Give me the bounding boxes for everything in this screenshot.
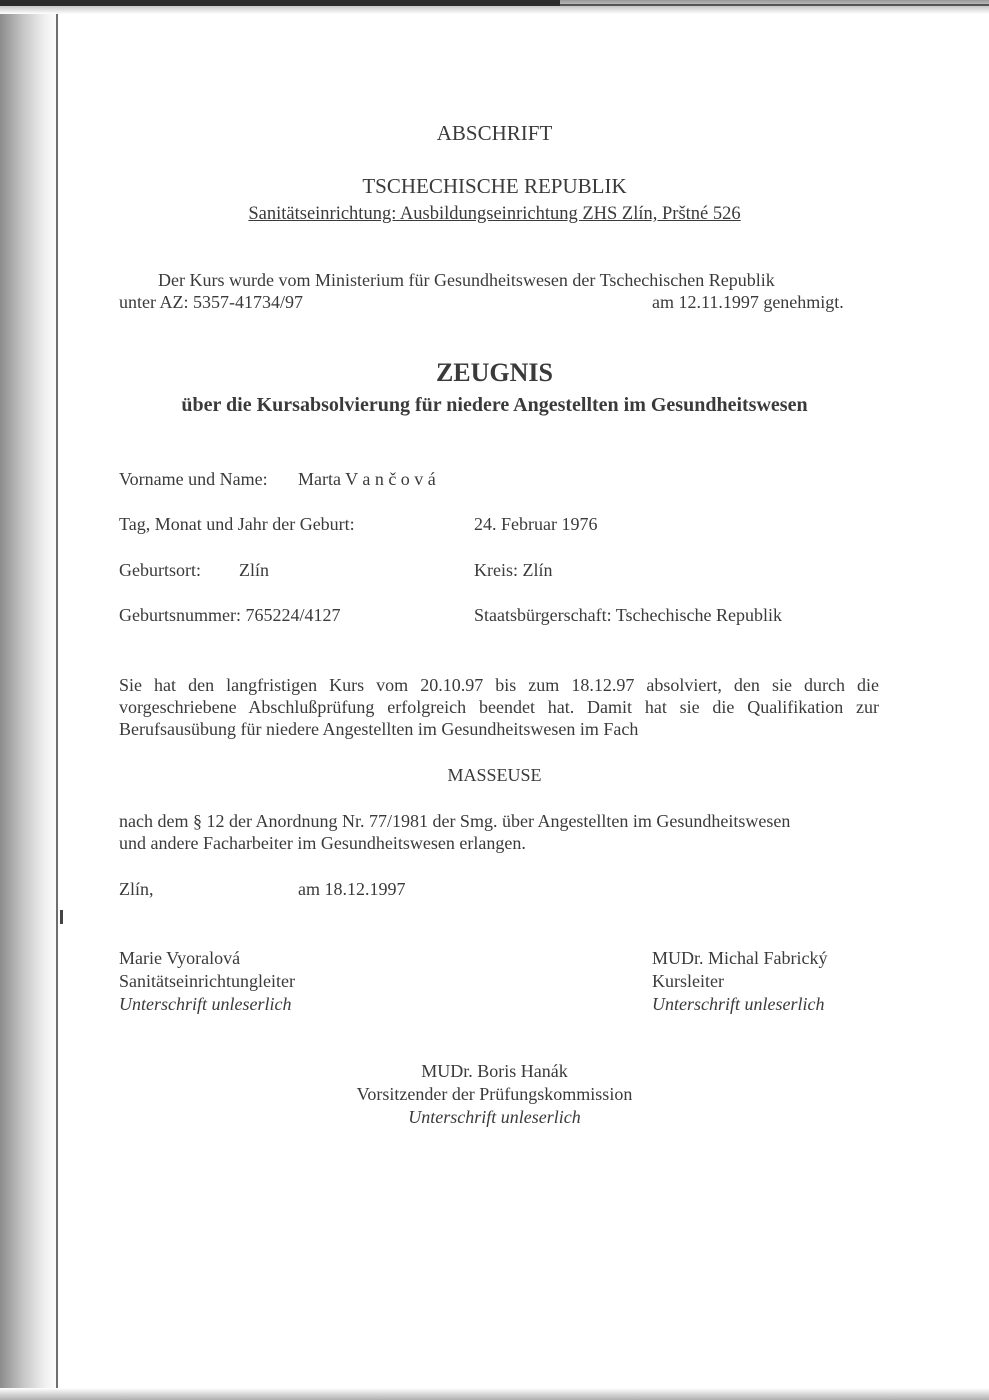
document-heading: ABSCHRIFT: [436, 121, 553, 145]
certificate-subtitle: über die Kursabsolvierung für niedere Angestellten im Gesundheitswesen: [181, 394, 808, 416]
institution-line: Sanitätseinrichtung: Ausbildungseinrichtung ZHS Zlín, Prštné 526: [248, 204, 741, 224]
signer-role: Kursleiter: [652, 971, 724, 991]
name-value: Marta V a n č o v á: [298, 469, 436, 489]
signature-block-left: [119, 947, 295, 1016]
signer-name: Marie Vyoralová: [119, 948, 241, 968]
birthplace-value: Zlín: [239, 560, 269, 580]
signature-block-center: [0, 1060, 989, 1129]
signer-name: MUDr. Boris Hanák: [421, 1061, 568, 1081]
signer-name: MUDr. Michal Fabrický: [652, 948, 828, 968]
signature-note: Unterschrift unleserlich: [408, 1107, 581, 1127]
body-line-1: Sie hat den langfristigen Kurs vom 20.10.97 bis zum 18.12.97 absolviert, den sie durch die: [119, 675, 879, 695]
body-line-4: nach dem § 12 der Anordnung Nr. 77/1981 der Smg. über Angestellten im Gesundheitswesen: [119, 811, 791, 831]
country-heading: TSCHECHISCHE REPUBLIK: [362, 174, 627, 198]
birth-number: Geburtsnummer: 765224/4127: [119, 605, 341, 625]
citizenship: Staatsbürgerschaft: Tschechische Republik: [474, 605, 782, 625]
signature-block-right: [652, 947, 827, 1016]
approval-line-1: Der Kurs wurde vom Ministerium für Gesundheitswesen der Tschechischen Republik: [158, 270, 775, 290]
approval-reference: unter AZ: 5357-41734/97: [119, 292, 303, 312]
body-line-3: Berufsausübung für niedere Angestellten im Gesundheitswesen im Fach: [119, 719, 639, 739]
punch-mark: [60, 910, 63, 924]
scan-edge-top: [0, 0, 560, 6]
subject: MASSEUSE: [447, 765, 542, 785]
body-line-2: vorgeschriebene Abschlußprüfung erfolgreich beendet hat. Damit hat sie die Qualifikation zur: [119, 697, 879, 717]
birthdate-value: 24. Februar 1976: [474, 514, 598, 534]
issue-date: am 18.12.1997: [298, 879, 406, 899]
birthplace-label: Geburtsort:: [119, 560, 201, 580]
district: Kreis: Zlín: [474, 560, 553, 580]
signature-note: Unterschrift unleserlich: [119, 994, 292, 1014]
body-line-5: und andere Facharbeiter im Gesundheitswesen erlangen.: [119, 833, 526, 853]
signer-role: Vorsitzender der Prüfungskommission: [356, 1084, 633, 1104]
scan-shadow-bottom: [0, 1388, 989, 1400]
name-label: Vorname und Name:: [119, 469, 268, 489]
scan-edge-top-right: [560, 4, 989, 6]
place: Zlín,: [119, 879, 154, 899]
certificate-title: ZEUGNIS: [435, 358, 554, 387]
signer-role: Sanitätseinrichtungleiter: [119, 971, 295, 991]
signature-note: Unterschrift unleserlich: [652, 994, 825, 1014]
approval-date: am 12.11.1997 genehmigt.: [652, 292, 844, 312]
birthdate-label: Tag, Monat und Jahr der Geburt:: [119, 514, 355, 534]
